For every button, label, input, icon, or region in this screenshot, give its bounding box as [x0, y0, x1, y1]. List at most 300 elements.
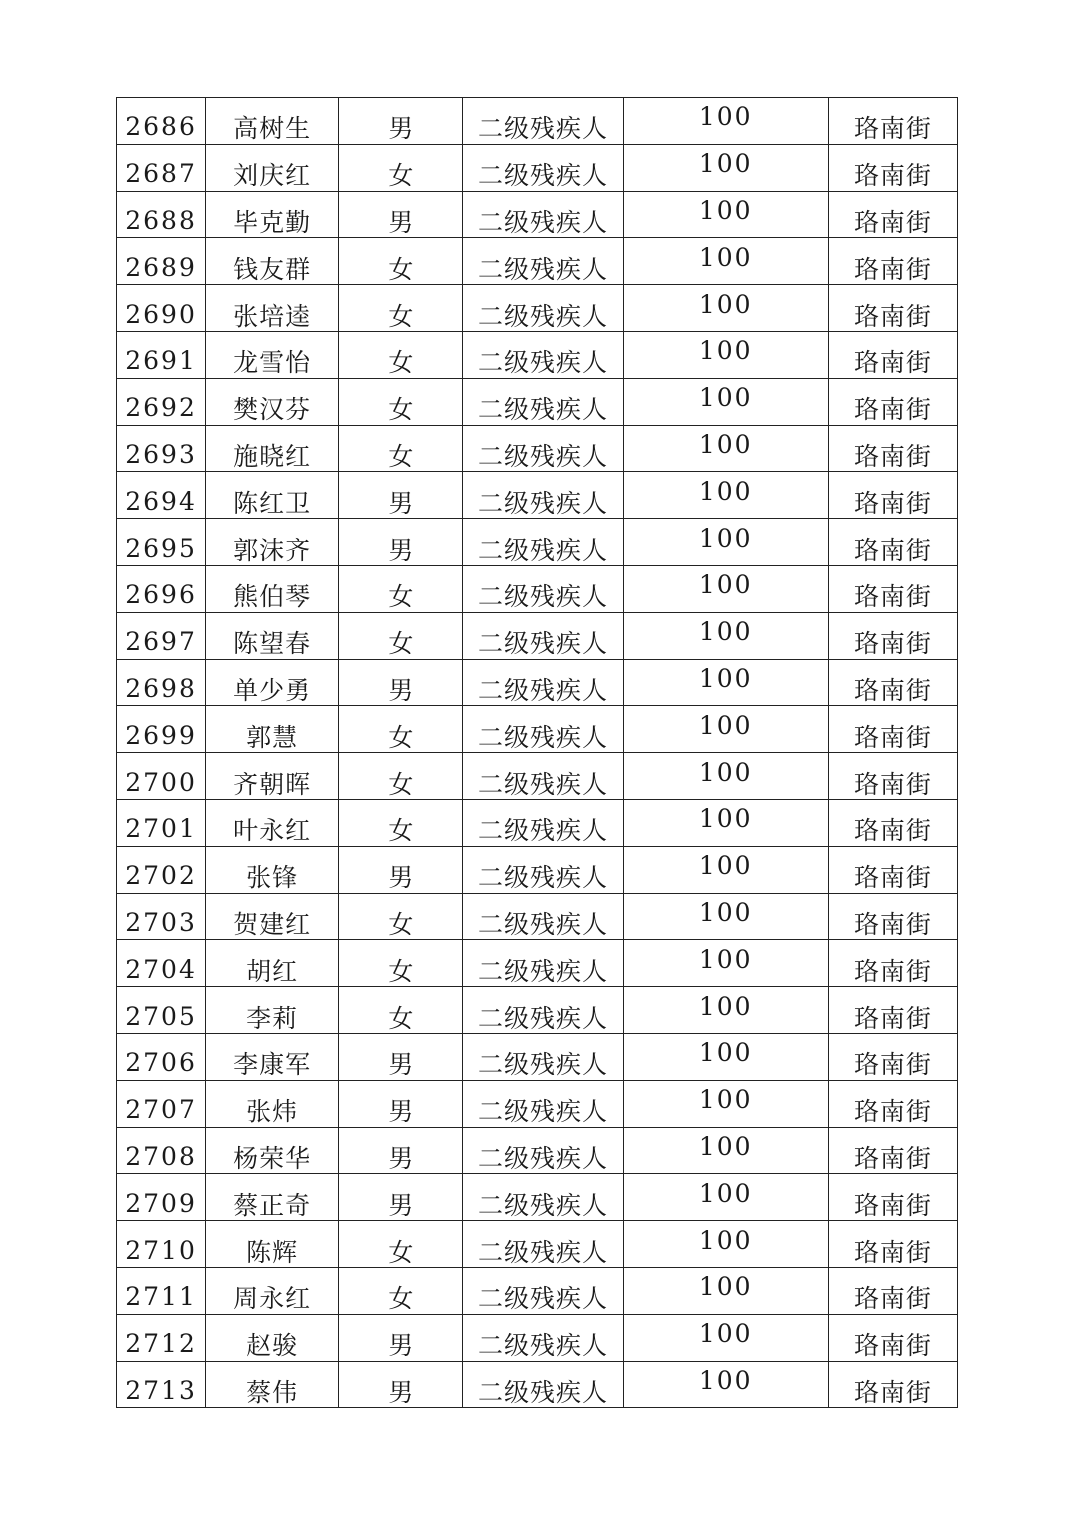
table-row: [117, 1267, 958, 1314]
amount-cell: [623, 706, 828, 753]
person-name: 施晓红: [233, 441, 312, 471]
serial-number: 2697: [125, 627, 197, 657]
disability-level: 二级残疾人: [477, 956, 608, 986]
disability-level: 二级残疾人: [477, 1237, 608, 1267]
name-cell: [206, 846, 339, 893]
serial-number-cell: [117, 144, 206, 191]
disability-level-cell: [463, 1267, 623, 1314]
name-cell: [206, 425, 339, 472]
table-row: [117, 799, 958, 846]
sex-cell: [339, 238, 463, 285]
serial-number-cell: [117, 285, 206, 332]
disability-level: 二级残疾人: [477, 909, 608, 939]
name-cell: [206, 659, 339, 706]
street: 珞南街: [853, 1237, 932, 1267]
disability-level-cell: [463, 1174, 623, 1221]
amount-cell: [623, 846, 828, 893]
serial-number-cell: [117, 1033, 206, 1080]
amount: 100: [698, 383, 753, 413]
disability-level: 二级残疾人: [477, 769, 608, 799]
amount: 100: [698, 242, 753, 272]
table-row: [117, 846, 958, 893]
street-cell: [828, 1361, 957, 1408]
name-cell: [206, 706, 339, 753]
sex-cell: [339, 940, 463, 987]
sex-cell: [339, 378, 463, 425]
street: 珞南街: [853, 488, 932, 518]
street: 珞南街: [853, 254, 932, 284]
amount: 100: [698, 102, 753, 132]
serial-number: 2691: [125, 346, 197, 376]
street: 珞南街: [853, 1377, 932, 1407]
amount-cell: [623, 1361, 828, 1408]
disability-level-cell: [463, 331, 623, 378]
street: 珞南街: [853, 956, 932, 986]
street: 珞南街: [853, 629, 932, 659]
amount-cell: [623, 987, 828, 1034]
serial-number-cell: [117, 659, 206, 706]
street-cell: [828, 378, 957, 425]
street-cell: [828, 987, 957, 1034]
amount-cell: [623, 144, 828, 191]
amount: 100: [698, 1038, 753, 1068]
sex-cell: [339, 472, 463, 519]
amount-cell: [623, 1221, 828, 1268]
street-cell: [828, 144, 957, 191]
street: 珞南街: [853, 114, 932, 144]
sex: 女: [388, 348, 414, 378]
sex-cell: [339, 565, 463, 612]
street-cell: [828, 659, 957, 706]
serial-number-cell: [117, 519, 206, 566]
amount-cell: [623, 472, 828, 519]
table-row: [117, 659, 958, 706]
sex-cell: [339, 799, 463, 846]
sex: 男: [388, 863, 414, 893]
serial-number: 2706: [125, 1048, 197, 1078]
sex-cell: [339, 519, 463, 566]
street: 珞南街: [853, 301, 932, 331]
serial-number: 2713: [125, 1375, 197, 1405]
serial-number: 2705: [125, 1001, 197, 1031]
serial-number: 2708: [125, 1141, 197, 1171]
sex: 男: [388, 1143, 414, 1173]
sex-cell: [339, 1267, 463, 1314]
name-cell: [206, 799, 339, 846]
sex: 男: [388, 1377, 414, 1407]
disability-level: 二级残疾人: [477, 816, 608, 846]
serial-number-cell: [117, 98, 206, 145]
amount: 100: [698, 1272, 753, 1302]
serial-number-cell: [117, 1127, 206, 1174]
disability-level: 二级残疾人: [477, 348, 608, 378]
table-row: [117, 1221, 958, 1268]
serial-number-cell: [117, 1221, 206, 1268]
table-row: [117, 753, 958, 800]
amount: 100: [698, 1131, 753, 1161]
street-cell: [828, 612, 957, 659]
amount-cell: [623, 1174, 828, 1221]
sex-cell: [339, 846, 463, 893]
disability-level-cell: [463, 659, 623, 706]
name-cell: [206, 1361, 339, 1408]
serial-number-cell: [117, 799, 206, 846]
table-row: [117, 191, 958, 238]
amount: 100: [698, 289, 753, 319]
street-cell: [828, 893, 957, 940]
table-row: [117, 1033, 958, 1080]
serial-number: 2700: [125, 767, 197, 797]
sex: 男: [388, 1331, 414, 1361]
amount-cell: [623, 1314, 828, 1361]
table-row: [117, 378, 958, 425]
person-name: 龙雪怡: [233, 348, 312, 378]
disability-level: 二级残疾人: [477, 1377, 608, 1407]
serial-number-cell: [117, 425, 206, 472]
disability-level-cell: [463, 1314, 623, 1361]
sex: 女: [388, 956, 414, 986]
sex: 女: [388, 629, 414, 659]
name-cell: [206, 378, 339, 425]
table-row: [117, 893, 958, 940]
serial-number: 2698: [125, 673, 197, 703]
person-name: 杨荣华: [233, 1143, 312, 1173]
sex-cell: [339, 98, 463, 145]
disability-level-cell: [463, 1361, 623, 1408]
serial-number: 2699: [125, 720, 197, 750]
sex: 女: [388, 161, 414, 191]
person-name: 熊伯琴: [233, 582, 312, 612]
street-cell: [828, 846, 957, 893]
sex: 女: [388, 1237, 414, 1267]
sex: 男: [388, 114, 414, 144]
street-cell: [828, 285, 957, 332]
disability-level: 二级残疾人: [477, 863, 608, 893]
name-cell: [206, 331, 339, 378]
sex-cell: [339, 191, 463, 238]
disability-level-cell: [463, 799, 623, 846]
serial-number: 2703: [125, 907, 197, 937]
person-name: 蔡正奇: [233, 1190, 312, 1220]
amount: 100: [698, 663, 753, 693]
street-cell: [828, 1080, 957, 1127]
serial-number-cell: [117, 612, 206, 659]
disability-level-cell: [463, 846, 623, 893]
name-cell: [206, 1267, 339, 1314]
sex-cell: [339, 1314, 463, 1361]
disability-level: 二级残疾人: [477, 1190, 608, 1220]
street-cell: [828, 98, 957, 145]
street-cell: [828, 1221, 957, 1268]
disability-level-cell: [463, 940, 623, 987]
name-cell: [206, 472, 339, 519]
sex: 男: [388, 1097, 414, 1127]
serial-number: 2701: [125, 814, 197, 844]
street-cell: [828, 1174, 957, 1221]
name-cell: [206, 285, 339, 332]
table-row: [117, 238, 958, 285]
amount: 100: [698, 1085, 753, 1115]
street: 珞南街: [853, 909, 932, 939]
table-row: [117, 940, 958, 987]
amount: 100: [698, 195, 753, 225]
sex-cell: [339, 1221, 463, 1268]
serial-number: 2710: [125, 1235, 197, 1265]
name-cell: [206, 1221, 339, 1268]
sex: 女: [388, 722, 414, 752]
amount: 100: [698, 617, 753, 647]
disability-level: 二级残疾人: [477, 1284, 608, 1314]
disability-level-cell: [463, 472, 623, 519]
serial-number-cell: [117, 1080, 206, 1127]
disability-level-cell: [463, 612, 623, 659]
serial-number: 2686: [125, 112, 197, 142]
table-row: [117, 987, 958, 1034]
amount: 100: [698, 757, 753, 787]
name-cell: [206, 238, 339, 285]
disability-level-cell: [463, 144, 623, 191]
amount-cell: [623, 285, 828, 332]
amount-cell: [623, 191, 828, 238]
street: 珞南街: [853, 816, 932, 846]
person-name: 单少勇: [233, 675, 312, 705]
serial-number: 2696: [125, 580, 197, 610]
amount-cell: [623, 1080, 828, 1127]
sex: 男: [388, 1050, 414, 1080]
disability-level: 二级残疾人: [477, 629, 608, 659]
street: 珞南街: [853, 722, 932, 752]
street: 珞南街: [853, 582, 932, 612]
street: 珞南街: [853, 1284, 932, 1314]
street-cell: [828, 940, 957, 987]
name-cell: [206, 565, 339, 612]
amount-cell: [623, 519, 828, 566]
person-name: 赵骏: [246, 1331, 299, 1361]
sex-cell: [339, 1361, 463, 1408]
person-name: 毕克勤: [233, 207, 312, 237]
street: 珞南街: [853, 863, 932, 893]
serial-number-cell: [117, 846, 206, 893]
disability-level: 二级残疾人: [477, 1050, 608, 1080]
disability-level-cell: [463, 238, 623, 285]
sex: 女: [388, 441, 414, 471]
disability-level-cell: [463, 565, 623, 612]
amount-cell: [623, 98, 828, 145]
sex-cell: [339, 285, 463, 332]
serial-number: 2704: [125, 954, 197, 984]
amount-cell: [623, 425, 828, 472]
sex: 男: [388, 675, 414, 705]
street: 珞南街: [853, 1331, 932, 1361]
amount: 100: [698, 851, 753, 881]
sex: 男: [388, 1190, 414, 1220]
sex-cell: [339, 1033, 463, 1080]
street: 珞南街: [853, 1097, 932, 1127]
roster-table: [116, 97, 958, 1408]
name-cell: [206, 519, 339, 566]
table-row: [117, 1314, 958, 1361]
name-cell: [206, 191, 339, 238]
sex: 女: [388, 254, 414, 284]
amount: 100: [698, 1365, 753, 1395]
disability-level: 二级残疾人: [477, 1331, 608, 1361]
disability-level: 二级残疾人: [477, 535, 608, 565]
serial-number-cell: [117, 706, 206, 753]
street: 珞南街: [853, 161, 932, 191]
person-name: 郭慧: [246, 722, 299, 752]
street: 珞南街: [853, 769, 932, 799]
street-cell: [828, 706, 957, 753]
street-cell: [828, 1127, 957, 1174]
street-cell: [828, 425, 957, 472]
street-cell: [828, 472, 957, 519]
sex-cell: [339, 659, 463, 706]
amount-cell: [623, 378, 828, 425]
disability-level: 二级残疾人: [477, 441, 608, 471]
disability-level-cell: [463, 519, 623, 566]
street: 珞南街: [853, 395, 932, 425]
table-row: [117, 1127, 958, 1174]
amount-cell: [623, 331, 828, 378]
amount: 100: [698, 1225, 753, 1255]
person-name: 陈辉: [246, 1237, 299, 1267]
sex: 女: [388, 816, 414, 846]
street: 珞南街: [853, 1003, 932, 1033]
table-row: [117, 1080, 958, 1127]
amount: 100: [698, 991, 753, 1021]
table-row: [117, 565, 958, 612]
street: 珞南街: [853, 675, 932, 705]
table-row: [117, 519, 958, 566]
name-cell: [206, 893, 339, 940]
disability-level-cell: [463, 1080, 623, 1127]
street-cell: [828, 1267, 957, 1314]
disability-level-cell: [463, 1127, 623, 1174]
table-row: [117, 1361, 958, 1408]
person-name: 高树生: [233, 114, 312, 144]
amount: 100: [698, 944, 753, 974]
name-cell: [206, 1127, 339, 1174]
table-row: [117, 425, 958, 472]
sex: 女: [388, 769, 414, 799]
table-row: [117, 98, 958, 145]
serial-number: 2712: [125, 1329, 197, 1359]
person-name: 樊汉芬: [233, 395, 312, 425]
disability-level: 二级残疾人: [477, 207, 608, 237]
disability-level: 二级残疾人: [477, 161, 608, 191]
name-cell: [206, 1314, 339, 1361]
table-row: [117, 1174, 958, 1221]
disability-level: 二级残疾人: [477, 301, 608, 331]
sex-cell: [339, 425, 463, 472]
name-cell: [206, 1033, 339, 1080]
street: 珞南街: [853, 535, 932, 565]
person-name: 钱友群: [233, 254, 312, 284]
serial-number: 2707: [125, 1095, 197, 1125]
amount: 100: [698, 710, 753, 740]
serial-number-cell: [117, 753, 206, 800]
street: 珞南街: [853, 1143, 932, 1173]
disability-level-cell: [463, 987, 623, 1034]
amount-cell: [623, 940, 828, 987]
serial-number-cell: [117, 1361, 206, 1408]
sex-cell: [339, 1127, 463, 1174]
person-name: 郭沫齐: [233, 535, 312, 565]
name-cell: [206, 612, 339, 659]
person-name: 陈望春: [233, 629, 312, 659]
name-cell: [206, 144, 339, 191]
sex: 女: [388, 909, 414, 939]
person-name: 李康军: [233, 1050, 312, 1080]
name-cell: [206, 987, 339, 1034]
name-cell: [206, 1080, 339, 1127]
street: 珞南街: [853, 441, 932, 471]
serial-number-cell: [117, 1314, 206, 1361]
table-row: [117, 706, 958, 753]
sex-cell: [339, 893, 463, 940]
serial-number: 2709: [125, 1188, 197, 1218]
sex: 女: [388, 582, 414, 612]
table-row: [117, 472, 958, 519]
sex: 女: [388, 1003, 414, 1033]
person-name: 叶永红: [233, 816, 312, 846]
disability-level: 二级残疾人: [477, 395, 608, 425]
amount: 100: [698, 523, 753, 553]
disability-level: 二级残疾人: [477, 1097, 608, 1127]
disability-level-cell: [463, 98, 623, 145]
street: 珞南街: [853, 207, 932, 237]
serial-number-cell: [117, 1174, 206, 1221]
street-cell: [828, 331, 957, 378]
street-cell: [828, 565, 957, 612]
amount: 100: [698, 804, 753, 834]
street-cell: [828, 1033, 957, 1080]
serial-number: 2688: [125, 205, 197, 235]
street: 珞南街: [853, 348, 932, 378]
amount-cell: [623, 565, 828, 612]
amount: 100: [698, 336, 753, 366]
serial-number-cell: [117, 378, 206, 425]
serial-number: 2689: [125, 252, 197, 282]
amount-cell: [623, 612, 828, 659]
sex: 女: [388, 395, 414, 425]
name-cell: [206, 98, 339, 145]
disability-level: 二级残疾人: [477, 114, 608, 144]
person-name: 周永红: [233, 1284, 312, 1314]
person-name: 张炜: [246, 1097, 299, 1127]
serial-number: 2690: [125, 299, 197, 329]
amount: 100: [698, 476, 753, 506]
sex-cell: [339, 1174, 463, 1221]
person-name: 胡红: [246, 956, 299, 986]
sex: 男: [388, 535, 414, 565]
disability-level-cell: [463, 1221, 623, 1268]
amount-cell: [623, 659, 828, 706]
table-row: [117, 612, 958, 659]
serial-number-cell: [117, 565, 206, 612]
name-cell: [206, 1174, 339, 1221]
disability-level-cell: [463, 1033, 623, 1080]
disability-level-cell: [463, 425, 623, 472]
disability-level: 二级残疾人: [477, 254, 608, 284]
person-name: 张锋: [246, 863, 299, 893]
disability-level-cell: [463, 378, 623, 425]
serial-number-cell: [117, 987, 206, 1034]
person-name: 贺建红: [233, 909, 312, 939]
serial-number: 2702: [125, 861, 197, 891]
amount: 100: [698, 897, 753, 927]
person-name: 刘庆红: [233, 161, 312, 191]
